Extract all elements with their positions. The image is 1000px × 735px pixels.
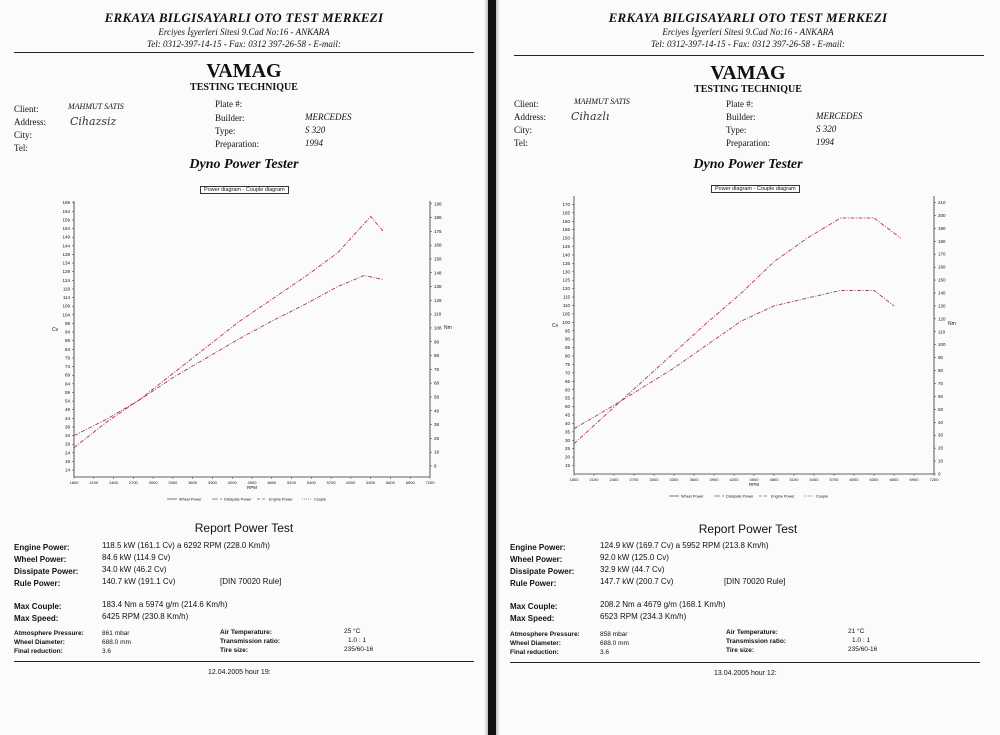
builder-label: Builder: (215, 113, 245, 123)
y-left-tick-label: 124 (62, 277, 70, 283)
client-value: MAHMUT SATIS (68, 102, 124, 111)
tire-size-value: 235/60-16 (344, 646, 374, 653)
y-right-tick-label: 178 (434, 228, 442, 234)
type-value: S 320 (305, 125, 326, 135)
y-right-tick-label: 70 (938, 380, 944, 386)
x-tick-label: 2700 (629, 477, 639, 482)
x-tick-label: 4800 (267, 480, 277, 485)
y-right-tick-label: 50 (938, 406, 944, 412)
y-left-tick-label: 120 (562, 286, 570, 292)
left-report-page (0, 0, 488, 735)
y-right-tick-label: 8 (434, 463, 437, 469)
company-phone: Tel: 0312-397-14-15 - Fax: 0312 397-26-58 - E-mail: (147, 39, 341, 49)
y-right-tick-label: 198 (434, 201, 442, 207)
y-left-tick-label: 24 (64, 450, 70, 456)
y-left-tick-label: 45 (564, 412, 570, 418)
final-reduction-label: Final reduction: (510, 649, 559, 656)
brand-subtitle: TESTING TECHNIQUE (694, 84, 802, 95)
dissipate-power-value: 32.9 kW (44.7 Cv) (600, 565, 665, 574)
y-left-tick-label: 19 (64, 458, 70, 464)
client-value: MAHMUT SATIS (574, 97, 630, 106)
y-left-tick-label: 60 (564, 387, 570, 393)
company-phone: Tel: 0312-397-14-15 - Fax: 0312 397-26-58 - E-mail: (651, 39, 845, 49)
y-left-tick-label: 84 (64, 346, 70, 352)
y-left-tick-label: 34 (64, 433, 70, 439)
y-right-tick-label: 48 (434, 408, 440, 414)
y-left-tick-label: 130 (562, 269, 570, 275)
y-right-tick-label: 78 (434, 366, 440, 372)
address-handwritten: Cihazlı (571, 110, 610, 123)
report-title: Report Power Test (194, 521, 294, 535)
preparation-value: 1994 (816, 137, 834, 147)
y-right-tick-label: 170 (938, 251, 946, 257)
address-label: Address: (14, 117, 46, 127)
y-left-tick-label: 85 (564, 345, 570, 351)
max-couple-value: 208.2 Nm a 4679 g/m (168.1 Km/h) (600, 600, 726, 609)
engine-power-value: 124.9 kW (169.7 Cv) a 5952 RPM (213.8 Km/h) (600, 541, 769, 550)
x-tick-label: 3000 (649, 477, 659, 482)
max-speed-label: Max Speed: (14, 614, 59, 623)
x-axis-label: RPM (749, 482, 759, 487)
y-left-tick-label: 75 (564, 361, 570, 367)
company-name: ERKAYA BILGISAYARLI OTO TEST MERKEZI (608, 10, 888, 25)
type-label: Type: (726, 125, 747, 135)
y-left-tick-label: 70 (564, 370, 570, 376)
y-right-tick-label: 210 (938, 199, 946, 205)
y-left-tick-label: 105 (562, 311, 570, 317)
x-tick-label: 7200 (425, 480, 435, 485)
y-left-tick-label: 29 (64, 441, 70, 447)
y-right-tick-label: 108 (434, 325, 442, 331)
y-left-tick-label: 44 (64, 415, 70, 421)
y-left-tick-label: 114 (62, 295, 70, 301)
y-left-tick-label: 50 (564, 404, 570, 410)
y-right-tick-label: 140 (938, 290, 946, 296)
y-left-tick-label: 119 (62, 286, 70, 292)
y-left-tick-label: 95 (564, 328, 570, 334)
max-speed-value: 6523 RPM (234.3 Km/h) (600, 612, 687, 621)
rule-power-value: 140.7 kW (191.1 Cv) (102, 577, 176, 586)
legend-entry: Dissipate Power (224, 497, 252, 502)
y-left-tick-label: 149 (62, 234, 70, 240)
x-tick-label: 1800 (69, 480, 79, 485)
y-right-tick-label: 38 (434, 422, 440, 428)
final-reduction-label: Final reduction: (14, 648, 63, 655)
y-left-tick-label: 135 (562, 260, 570, 266)
x-tick-label: 3300 (669, 477, 679, 482)
x-tick-label: 3300 (168, 480, 178, 485)
builder-label: Builder: (726, 112, 756, 122)
y-left-tick-label: 110 (562, 303, 570, 309)
wheel-diameter-label: Wheel Diameter: (14, 639, 65, 646)
wheel-power-value: 84.6 kW (114.9 Cv) (102, 553, 171, 562)
footer-timestamp: 13.04.2005 hour 12: (714, 670, 777, 677)
y-left-tick-label: 39 (64, 424, 70, 430)
legend-entry: Couple (816, 494, 829, 499)
legend-entry: Dissipate Power (726, 494, 754, 499)
y-right-tick-label: 68 (434, 380, 440, 386)
y-right-tick-label: 58 (434, 394, 440, 400)
y-right-tick-label: 110 (938, 329, 946, 335)
y-right-axis-label: Nm (444, 325, 452, 331)
y-left-tick-label: 109 (62, 303, 70, 309)
y-left-tick-label: 140 (562, 252, 570, 258)
y-right-tick-label: 158 (434, 256, 442, 262)
y-right-tick-label: 180 (938, 238, 946, 244)
y-left-tick-label: 150 (562, 235, 570, 241)
y-left-tick-label: 74 (64, 364, 70, 370)
y-left-tick-label: 25 (564, 446, 570, 452)
max-couple-label: Max Couple: (510, 602, 558, 611)
legend-entry: Wheel Power (681, 494, 704, 499)
y-left-tick-label: 54 (64, 398, 70, 404)
x-tick-label: 6900 (909, 477, 919, 482)
y-left-tick-label: 129 (62, 269, 70, 275)
dyno-title: Dyno Power Tester (189, 157, 299, 172)
x-axis-label: RPM (247, 485, 257, 490)
atm-pressure-value: 858 mbar (600, 631, 628, 638)
series-line-engine-power (74, 217, 384, 448)
y-right-tick-label: 168 (434, 242, 442, 248)
x-tick-label: 2100 (589, 477, 599, 482)
brand-name: VAMAG (206, 60, 282, 82)
max-couple-label: Max Couple: (14, 602, 62, 611)
y-left-tick-label: 104 (62, 312, 70, 318)
y-left-tick-label: 169 (62, 200, 70, 206)
footer-divider (14, 661, 474, 662)
brand-subtitle: TESTING TECHNIQUE (190, 82, 298, 93)
company-address: Erciyes İşyerleri Sitesi 9.Cad No:16 - ANKARA (662, 27, 834, 37)
y-left-tick-label: 69 (64, 372, 70, 378)
y-left-tick-label: 65 (564, 378, 570, 384)
y-left-tick-label: 64 (64, 381, 70, 387)
y-right-tick-label: 150 (938, 277, 946, 283)
y-left-tick-label: 134 (62, 260, 70, 266)
y-left-tick-label: 80 (564, 353, 570, 359)
y-left-tick-label: 35 (564, 429, 570, 435)
dissipate-power-label: Dissipate Power: (510, 567, 575, 576)
engine-power-label: Engine Power: (14, 543, 70, 552)
y-left-tick-label: 100 (562, 319, 570, 325)
y-right-tick-label: 118 (434, 311, 442, 317)
preparation-label: Preparation: (215, 139, 259, 149)
y-left-tick-label: 160 (562, 218, 570, 224)
y-right-tick-label: 148 (434, 270, 442, 276)
client-label: Client: (514, 99, 539, 109)
plate-label: Plate #: (215, 99, 243, 109)
right-report-page (496, 0, 1000, 735)
y-left-tick-label: 125 (562, 277, 570, 283)
x-tick-label: 2400 (609, 477, 619, 482)
x-tick-label: 1800 (569, 477, 579, 482)
x-tick-label: 2100 (89, 480, 99, 485)
x-tick-label: 5700 (326, 480, 336, 485)
wheel-diameter-label: Wheel Diameter: (510, 640, 561, 647)
x-tick-label: 5700 (829, 477, 839, 482)
y-right-tick-label: 190 (938, 225, 946, 231)
legend-entry: Engine Power (269, 497, 293, 502)
tire-size-label: Tire size: (726, 647, 755, 654)
x-tick-label: 4200 (227, 480, 237, 485)
tel-label: Tel: (14, 143, 28, 153)
y-left-tick-label: 145 (562, 244, 570, 250)
chart-title: Power diagram - Couple diagram (711, 185, 800, 193)
y-right-tick-label: 200 (938, 212, 946, 218)
x-tick-label: 6900 (405, 480, 415, 485)
header-divider (514, 55, 984, 56)
atm-pressure-label: Atmosphere Pressure: (14, 630, 84, 637)
x-tick-label: 3900 (207, 480, 217, 485)
preparation-value: 1994 (305, 138, 323, 148)
y-left-tick-label: 49 (64, 407, 70, 413)
final-reduction-value: 3.6 (102, 648, 112, 655)
air-temp-label: Air Temperature: (726, 629, 778, 636)
wheel-power-label: Wheel Power: (14, 555, 67, 564)
x-tick-label: 3000 (148, 480, 158, 485)
y-right-tick-label: 60 (938, 393, 944, 399)
dyno-chart (10, 195, 450, 515)
engine-power-value: 118.5 kW (161.1 Cv) a 6292 RPM (228.0 Km/h) (102, 541, 270, 550)
dyno-title: Dyno Power Tester (693, 157, 803, 172)
x-tick-label: 5400 (809, 477, 819, 482)
type-label: Type: (215, 126, 236, 136)
y-right-tick-label: 100 (938, 342, 946, 348)
y-right-tick-label: 18 (434, 449, 440, 455)
city-label: City: (514, 125, 533, 135)
y-left-tick-label: 170 (562, 201, 570, 207)
series-line-engine-power (574, 218, 901, 444)
dissipate-power-label: Dissipate Power: (14, 567, 79, 576)
y-left-tick-label: 20 (564, 454, 570, 460)
y-right-axis-label: Nm (948, 321, 956, 327)
y-right-tick-label: 20 (938, 445, 944, 451)
x-tick-label: 7200 (929, 477, 939, 482)
y-right-tick-label: 138 (434, 284, 442, 290)
max-speed-label: Max Speed: (510, 614, 555, 623)
series-line-couple (74, 276, 384, 436)
legend-entry: Engine Power (771, 494, 795, 499)
y-left-tick-label: 55 (564, 395, 570, 401)
dyno-chart (510, 192, 966, 512)
wheel-diameter-value: 688.0 mm (600, 640, 629, 647)
y-left-tick-label: 139 (62, 251, 70, 257)
page-shadow (496, 0, 500, 735)
x-tick-label: 5100 (789, 477, 799, 482)
binding-gutter (488, 0, 496, 735)
x-tick-label: 2400 (109, 480, 119, 485)
wheel-power-value: 92.0 kW (125.0 Cv) (600, 553, 669, 562)
y-left-tick-label: 154 (62, 226, 70, 232)
y-right-tick-label: 90 (938, 355, 944, 361)
final-reduction-value: 3.6 (600, 649, 610, 656)
y-left-tick-label: 89 (64, 338, 70, 344)
x-tick-label: 5400 (306, 480, 316, 485)
x-tick-label: 6000 (346, 480, 356, 485)
y-right-tick-label: 188 (434, 215, 442, 221)
y-left-tick-label: 159 (62, 217, 70, 223)
builder-value: MERCEDES (816, 111, 863, 121)
y-left-tick-label: 165 (562, 210, 570, 216)
x-tick-label: 6600 (385, 480, 395, 485)
company-name: ERKAYA BILGISAYARLI OTO TEST MERKEZI (104, 10, 384, 25)
y-left-axis-label: Cv (52, 327, 59, 333)
chart-title: Power diagram - Couple diagram (200, 186, 289, 194)
client-label: Client: (14, 104, 39, 114)
engine-power-label: Engine Power: (510, 543, 566, 552)
y-right-tick-label: 130 (938, 303, 946, 309)
transmission-ratio-label: Transmission ratio: (220, 638, 280, 645)
x-tick-label: 4200 (729, 477, 739, 482)
y-left-tick-label: 40 (564, 420, 570, 426)
address-label: Address: (514, 112, 546, 122)
rule-power-label: Rule Power: (14, 579, 61, 588)
y-left-tick-label: 14 (64, 467, 70, 473)
air-temp-value: 21 °C (848, 628, 865, 635)
x-tick-label: 3600 (689, 477, 699, 482)
y-right-tick-label: 128 (434, 297, 442, 303)
y-right-tick-label: 88 (434, 353, 440, 359)
x-tick-label: 6000 (849, 477, 859, 482)
y-left-tick-label: 144 (62, 243, 70, 249)
address-handwritten: Cihazsiz (70, 115, 117, 128)
legend-entry: Wheel Power (179, 497, 202, 502)
atm-pressure-value: 861 mbar (102, 630, 130, 637)
transmission-ratio-value: 1.0 : 1 (852, 637, 871, 644)
type-value: S 320 (816, 124, 837, 134)
y-left-tick-label: 30 (564, 437, 570, 443)
wheel-power-label: Wheel Power: (510, 555, 563, 564)
x-tick-label: 5100 (287, 480, 297, 485)
footer-divider (510, 662, 980, 663)
atm-pressure-label: Atmosphere Pressure: (510, 631, 580, 638)
x-tick-label: 2700 (128, 480, 138, 485)
y-right-tick-label: 10 (938, 458, 944, 464)
air-temp-label: Air Temperature: (220, 629, 272, 636)
y-left-axis-label: Cv (552, 323, 559, 329)
y-left-tick-label: 164 (62, 208, 70, 214)
header-divider (14, 52, 474, 53)
y-right-tick-label: 28 (434, 435, 440, 441)
rule-power-label: Rule Power: (510, 579, 557, 588)
x-tick-label: 6300 (869, 477, 879, 482)
x-tick-label: 4500 (247, 480, 257, 485)
y-right-tick-label: 0 (938, 471, 941, 477)
y-right-tick-label: 98 (434, 339, 440, 345)
footer-timestamp: 12.04.2005 hour 19: (208, 669, 271, 676)
company-address: Erciyes İşyerleri Sitesi 9.Cad No:16 - ANKARA (158, 27, 330, 37)
transmission-ratio-label: Transmission ratio: (726, 638, 786, 645)
rule-power-value: 147.7 kW (200.7 Cv) (600, 577, 674, 586)
rule-norm: [DIN 70020 Rule] (724, 577, 786, 586)
tel-label: Tel: (514, 138, 528, 148)
y-left-tick-label: 115 (562, 294, 570, 300)
rule-norm: [DIN 70020 Rule] (220, 577, 282, 586)
y-right-tick-label: 120 (938, 316, 946, 322)
x-tick-label: 6300 (366, 480, 376, 485)
max-couple-value: 183.4 Nm a 5974 g/m (214.6 Km/h) (102, 600, 228, 609)
y-left-tick-label: 99 (64, 320, 70, 326)
y-left-tick-label: 15 (564, 463, 570, 469)
city-label: City: (14, 130, 33, 140)
y-left-tick-label: 94 (64, 329, 70, 335)
y-right-tick-label: 80 (938, 368, 944, 374)
y-left-tick-label: 79 (64, 355, 70, 361)
y-right-tick-label: 160 (938, 264, 946, 270)
legend-entry: Couple (314, 497, 327, 502)
tire-size-label: Tire size: (220, 647, 249, 654)
y-left-tick-label: 90 (564, 336, 570, 342)
tire-size-value: 235/60-16 (848, 646, 878, 653)
x-tick-label: 3600 (188, 480, 198, 485)
transmission-ratio-value: 1.0 : 1 (348, 637, 367, 644)
plate-label: Plate #: (726, 99, 754, 109)
max-speed-value: 6425 RPM (230.8 Km/h) (102, 612, 189, 621)
wheel-diameter-value: 688.0 mm (102, 639, 131, 646)
x-tick-label: 4800 (769, 477, 779, 482)
x-tick-label: 4500 (749, 477, 759, 482)
report-title: Report Power Test (698, 522, 798, 536)
air-temp-value: 25 °C (344, 628, 361, 635)
y-right-tick-label: 30 (938, 432, 944, 438)
y-left-tick-label: 59 (64, 389, 70, 395)
preparation-label: Preparation: (726, 138, 770, 148)
y-left-tick-label: 155 (562, 227, 570, 233)
builder-value: MERCEDES (305, 112, 352, 122)
brand-name: VAMAG (710, 62, 786, 84)
y-right-tick-label: 40 (938, 419, 944, 425)
series-line-couple (574, 290, 894, 428)
x-tick-label: 3900 (709, 477, 719, 482)
x-tick-label: 6600 (889, 477, 899, 482)
dissipate-power-value: 34.0 kW (46.2 Cv) (102, 565, 167, 574)
